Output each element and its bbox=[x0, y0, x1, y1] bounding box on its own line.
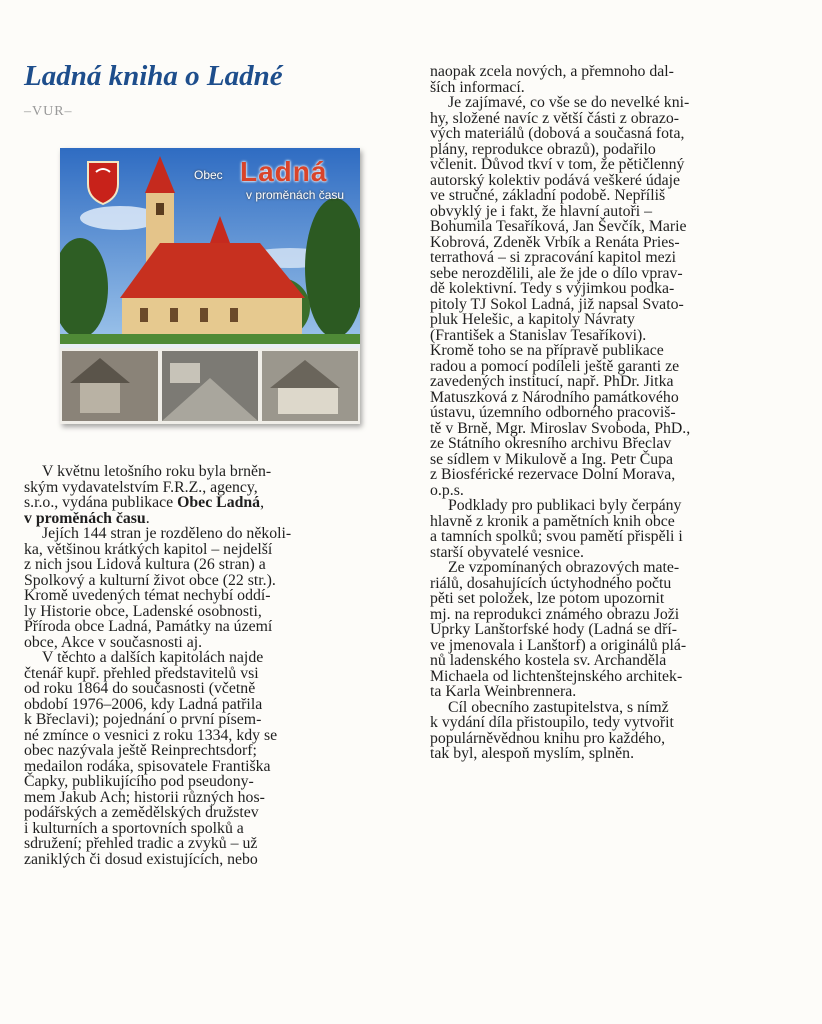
text-line: podářských a zemědělských družstev bbox=[24, 804, 259, 821]
text-line: né zmínce o vesnici z roku 1334, kdy se bbox=[24, 726, 278, 744]
text-line: starší obyvatelé vesnice. bbox=[430, 543, 584, 561]
text-line: sebe nerozdělili, ale že jde o dílo vprav- bbox=[430, 264, 683, 282]
text-line: Je zajímavé, co vše se do nevelké kni- bbox=[448, 94, 690, 111]
text-line: Bohumila Tesaříková, Jan Ševčík, Marie bbox=[430, 218, 687, 235]
text-line: obce, Akce v současnosti aj. bbox=[24, 633, 203, 651]
text-line: v proměnách času. bbox=[24, 509, 150, 527]
text-line: od roku 1864 do současnosti (včetně bbox=[24, 680, 256, 697]
text-line: zavedených institucí, např. PhDr. Jitka bbox=[430, 373, 674, 390]
text-line: a tamních spolků; svou pamětí přispěli i bbox=[430, 528, 683, 545]
text-line: se sídlem v Mikulově a Ing. Petr Čupa bbox=[430, 450, 674, 468]
text-line: ve stručné, základní podobě. Nepříliš bbox=[430, 187, 666, 204]
text-line: hlavně z kronik a pamětních knih obce bbox=[430, 512, 675, 530]
text-line: pitoly TJ Sokol Ladná, již napsal Svato- bbox=[430, 295, 684, 313]
text-line: sdružení; přehled tradic a zvyků – už bbox=[24, 835, 258, 852]
text-line: nů ladenského kostela sv. Archanděla bbox=[430, 652, 667, 669]
text-line: plány, reprodukce obrazů), podařilo bbox=[430, 140, 656, 158]
text-line: ly Historie obce, Ladenské osobnosti, bbox=[24, 602, 262, 620]
text-line: ších informací. bbox=[430, 78, 525, 96]
article-text-right bbox=[430, 64, 802, 762]
text-line: radou a pomocí podíleli ještě garanti ze bbox=[430, 357, 680, 375]
text-line: tě v Brně, Mgr. Miroslav Svoboda, PhD., bbox=[430, 419, 691, 437]
text-line: Spolkový a kulturní život obce (22 str.). bbox=[24, 571, 276, 589]
text-line: Příroda obce Ladná, Památky na území bbox=[24, 618, 273, 635]
article-title: Ladná kniha o Ladné bbox=[24, 60, 283, 92]
text-line: i kulturních a sportovních spolků a bbox=[24, 819, 244, 837]
text-line: Kromě uvedených témat nechybí oddí- bbox=[24, 587, 271, 604]
text-line: Podklady pro publikaci byly čerpány bbox=[448, 497, 682, 514]
text-line: mem Jakub Ach; historii různých hos- bbox=[24, 788, 265, 806]
text-line: Matuszková z Národního památkového bbox=[430, 388, 679, 406]
text-line: Uprky Lanštorfské hody (Ladná se dří- bbox=[430, 621, 677, 638]
text-line: Jejích 144 stran je rozděleno do několi- bbox=[42, 525, 292, 542]
text-line: obec nazývala ještě Reinprechtsdorf; bbox=[24, 742, 257, 759]
text-line: pěti set položek, lze potom upozornit bbox=[430, 590, 665, 607]
text-line: ze Státního okresního archivu Břeclav bbox=[430, 435, 672, 452]
text-line: včlenit. Důvod tkví v tom, že pětičlenný bbox=[430, 156, 685, 173]
text-line: z nich jsou Lidová kultura (26 stran) a bbox=[24, 556, 266, 573]
text-line: pluk Helešic, a kapitoly Návraty bbox=[430, 311, 635, 328]
text-line: autorský kolektiv podává veškeré údaje bbox=[430, 171, 681, 189]
text-line: tak byl, alespoň myslím, splněn. bbox=[430, 745, 635, 762]
book-cover-image bbox=[60, 148, 360, 424]
text-line: medailon rodáka, spisovatele Františka bbox=[24, 757, 271, 775]
cover-title-prefix: Obec bbox=[194, 168, 223, 182]
text-line: riálů, dosahujících úctyhodného počtu bbox=[430, 574, 672, 592]
text-line: Kobrová, Zdeněk Vrbík a Renáta Pries- bbox=[430, 233, 680, 251]
text-line: Čapky, publikujícího pod pseudony- bbox=[24, 773, 254, 790]
text-line: s.r.o., vydána publikace Obec Ladná, bbox=[24, 494, 265, 511]
text-line: ka, většinou krátkých kapitol – nejdelší bbox=[24, 540, 273, 558]
text-line: období 1976–2006, kdy Ladná patřila bbox=[24, 695, 263, 713]
text-line: ským vydavatelstvím F.R.Z., agency, bbox=[24, 478, 258, 496]
text-line: Kromě toho se na přípravě publikace bbox=[430, 342, 664, 359]
text-line: o.p.s. bbox=[430, 481, 464, 499]
text-line: zaniklých či dosud existujících, nebo bbox=[24, 850, 258, 868]
text-line: Michaela od lichtenštejnského architek- bbox=[430, 667, 683, 685]
text-line: z Biosférické rezervace Dolní Morava, bbox=[430, 466, 676, 483]
cover-title: Ladná bbox=[240, 156, 328, 187]
article-author: –VUR– bbox=[24, 104, 73, 119]
text-line: obvyklý je i fakt, že hlavní autoři – bbox=[430, 202, 652, 220]
text-line: k vydání díla přistoupilo, tedy vytvořit bbox=[430, 714, 674, 731]
text-line: populárněvědnou knihu pro každého, bbox=[430, 729, 666, 747]
text-line: vých materiálů (dobová a současná fota, bbox=[430, 125, 685, 142]
book-title-bold: Obec Ladná bbox=[177, 494, 261, 511]
text-line: terrathová – si zpracování kapitol mezi bbox=[430, 249, 677, 266]
text-line: Cíl obecního zastupitelstva, s nímž bbox=[448, 698, 669, 716]
text-line: ve jmenovala i Lanštorf) a originálů plá- bbox=[430, 636, 687, 654]
text-line: V květnu letošního roku byla brněn- bbox=[42, 463, 272, 480]
page-header-fragment bbox=[40, 0, 53, 21]
article-text-left bbox=[24, 464, 404, 867]
text-line: V těchto a dalších kapitolách najde bbox=[42, 649, 264, 666]
text-line: naopak zcela nových, a přemnoho dal- bbox=[430, 63, 674, 80]
text-line: k Břeclavi); pojednání o první písem- bbox=[24, 711, 262, 728]
text-line: (František a Stanislav Tesaříkovi). bbox=[430, 326, 647, 344]
text-line: Ze vzpomínaných obrazových mate- bbox=[448, 559, 680, 576]
text-line: čtenář kupř. přehled představitelů vsi bbox=[24, 664, 259, 682]
text-line: mj. na reprodukci známého obrazu Joži bbox=[430, 605, 680, 623]
text-line: dě kolektivní. Tedy s výjimkou podka- bbox=[430, 280, 675, 297]
text-line: ústavu, územního odborného pracoviš- bbox=[430, 404, 676, 421]
book-title-bold-continued: v proměnách času bbox=[24, 509, 146, 527]
text-line: ta Karla Weinbrennera. bbox=[430, 683, 577, 700]
cover-subtitle: v proměnách času bbox=[246, 188, 345, 202]
text-line: hy, složené navíc z větší části z obrazo- bbox=[430, 109, 679, 127]
